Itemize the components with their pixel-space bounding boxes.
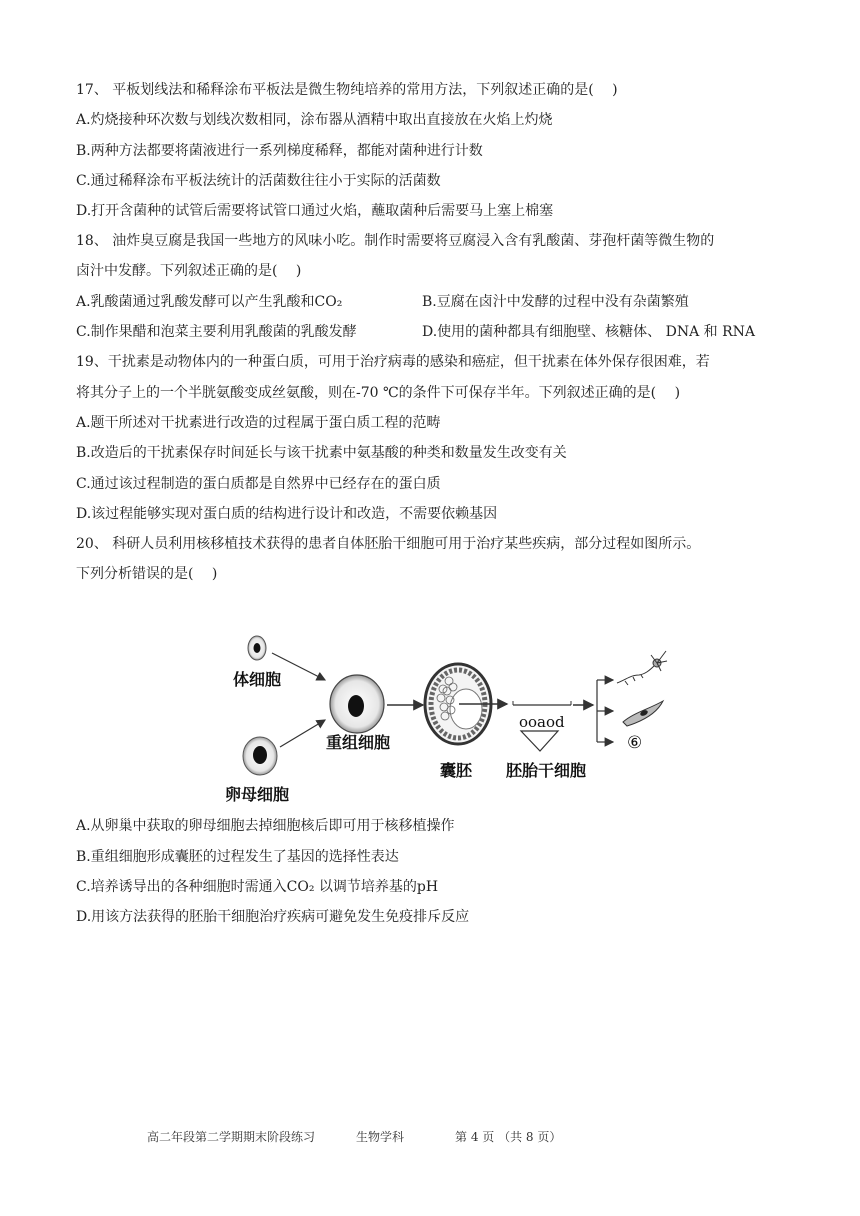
circle-number-6: ⑥: [627, 733, 643, 753]
question-19-option-c: C.通过该过程制造的蛋白质都是自然界中已经存在的蛋白质: [76, 476, 441, 492]
question-19-stem-1: 19、干扰素是动物体内的一种蛋白质，可用于治疗病毒的感染和癌症，但干扰素在体外保存很困难，若: [76, 354, 710, 370]
question-18-option-b: B.豆腐在卤汁中发酵的过程中没有杂菌繁殖: [422, 294, 689, 310]
question-18-option-d: D.使用的菌种都具有细胞壁、核糖体、 DNA 和 RNA: [422, 324, 756, 340]
question-20-stem-2: 下列分析错误的是( ): [76, 566, 218, 582]
somatic-cell-icon: [248, 636, 266, 660]
footer-page-number: 第 4 页 （共 8 页）: [455, 1130, 562, 1144]
question-19-option-b: B.改造后的干扰素保存时间延长与该干扰素中氨基酸的种类和数量发生改变有关: [76, 445, 567, 461]
question-18-stem-2: 卤汁中发酵。下列叙述正确的是( ): [76, 263, 302, 279]
question-20-option-d: D.用该方法获得的胚胎干细胞治疗疾病可避免发生免疫排斥反应: [76, 909, 470, 925]
question-17-stem: 17、 平板划线法和稀释涂布平板法是微生物纯培养的常用方法，下列叙述正确的是( ): [76, 82, 618, 98]
question-17-option-d: D.打开含菌种的试管后需要将试管口通过火焰，蘸取菌种后需要马上塞上棉塞: [76, 203, 554, 219]
recombinant-cell-label: 重组细胞: [326, 733, 391, 752]
recombinant-cell-icon: [330, 675, 384, 733]
dish-label: ooaod: [519, 713, 565, 731]
nerve-cell-icon: [617, 651, 667, 685]
arrow-oocyte-to-recombinant: [280, 720, 325, 747]
question-18-option-c: C.制作果醋和泡菜主要利用乳酸菌的乳酸发酵: [76, 324, 357, 340]
question-20-option-c: C.培养诱导出的各种细胞时需通入CO₂ 以调节培养基的pH: [76, 879, 439, 895]
oocyte-label: 卵母细胞: [225, 785, 290, 804]
question-17-option-c: C.通过稀释涂布平板法统计的活菌数往往小于实际的活菌数: [76, 173, 441, 189]
differentiation-branch: [597, 680, 613, 742]
question-20-stem-1: 20、 科研人员利用核移植技术获得的患者自体胚胎干细胞可用于治疗某些疾病，部分过程如图所示。: [76, 536, 701, 552]
footer-subject: 生物学科: [356, 1130, 405, 1144]
spindle-cell-icon: [623, 701, 663, 726]
question-20-option-a: A.从卵巢中获取的卵母细胞去掉细胞核后即可用于核移植操作: [76, 818, 455, 834]
question-17-option-b: B.两种方法都要将菌液进行一系列梯度稀释，都能对菌种进行计数: [76, 143, 483, 159]
question-19-stem-2: 将其分子上的一个半胱氨酸变成丝氨酸，则在-70 ℃的条件下可保存半年。下列叙述正确的是( ): [76, 385, 681, 401]
question-18-stem-1: 18、 油炸臭豆腐是我国一些地方的风味小吃。制作时需要将豆腐浸入含有乳酸菌、芽孢杆菌等微生物的: [76, 233, 715, 249]
question-17-option-a: A.灼烧接种环次数与划线次数相同，涂布器从酒精中取出直接放在火焰上灼烧: [76, 112, 553, 128]
es-cell-label: 胚胎干细胞: [506, 761, 587, 780]
nuclear-transfer-diagram: [225, 625, 675, 805]
question-19-option-d: D.该过程能够实现对蛋白质的结构进行设计和改造，不需要依赖基因: [76, 506, 498, 522]
oocyte-icon: [243, 737, 277, 775]
question-19-option-a: A.题干所述对干扰素进行改造的过程属于蛋白质工程的范畴: [76, 415, 441, 431]
blastocyst-label: 囊胚: [440, 761, 473, 780]
question-20-option-b: B.重组细胞形成囊胚的过程发生了基因的选择性表达: [76, 849, 399, 865]
footer-course: 高二年段第二学期期末阶段练习: [147, 1130, 316, 1144]
somatic-cell-label: 体细胞: [233, 670, 282, 689]
question-18-option-a: A.乳酸菌通过乳酸发酵可以产生乳酸和CO₂: [76, 294, 343, 310]
